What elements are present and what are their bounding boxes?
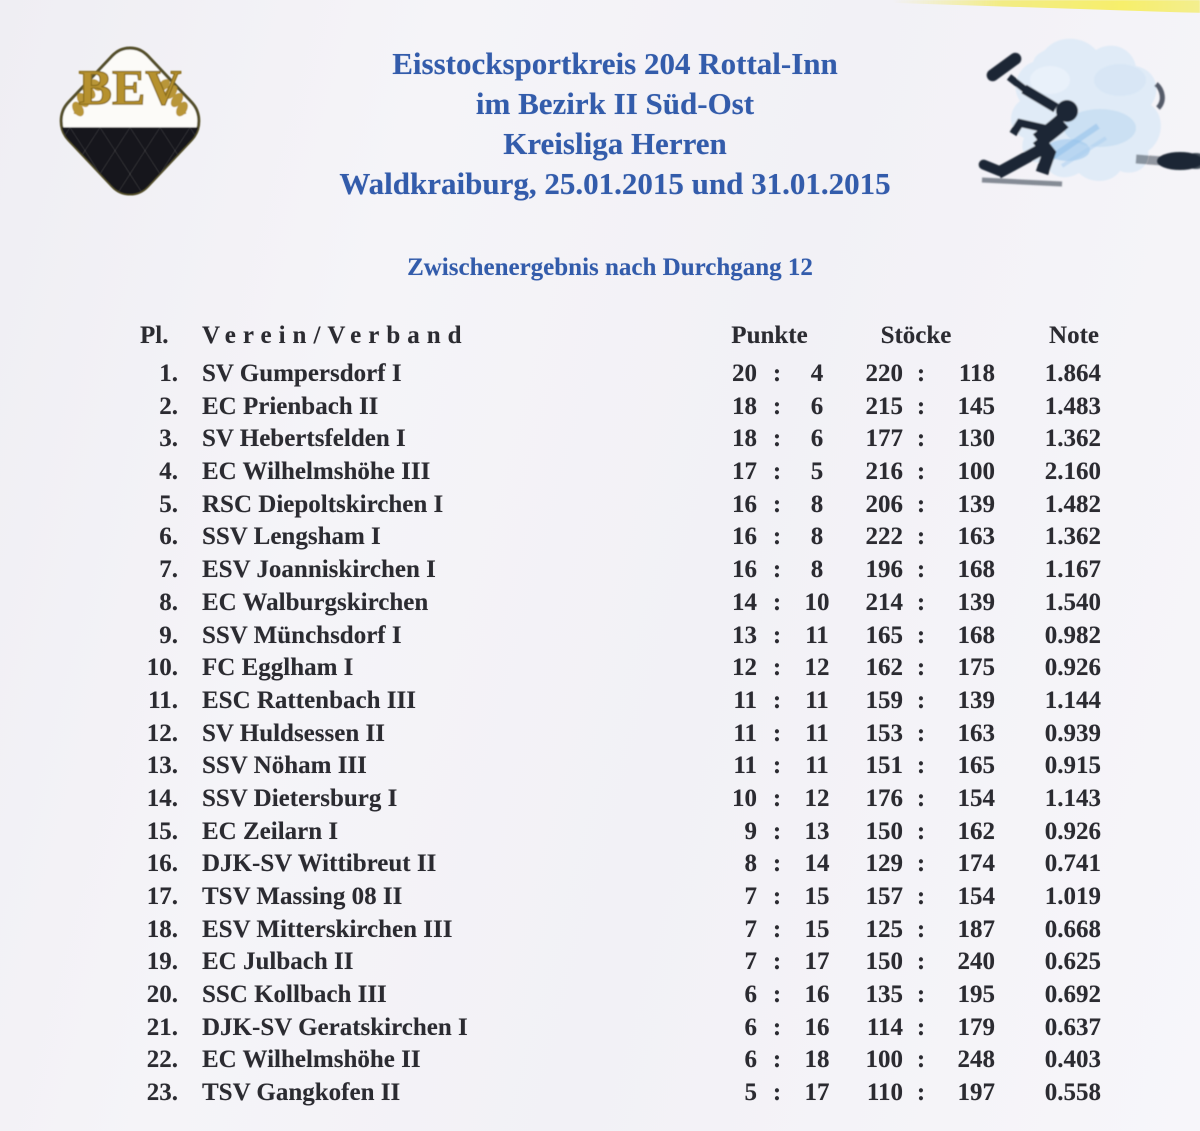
rank-cell: 9. [159, 621, 178, 649]
note-cell: 0.982 [1044, 621, 1101, 649]
colon-separator: : [772, 883, 782, 910]
title-line-2: im Bezirk II Süd-Ost [475, 86, 755, 121]
stoecke-minus-cell: 154 [957, 883, 995, 910]
colon-separator: : [772, 981, 782, 1009]
punkte-plus-cell: 7 [744, 915, 757, 943]
stoecke-plus-cell: 214 [865, 588, 903, 616]
rank-cell: 13. [146, 752, 178, 780]
rank-cell: 11. [148, 686, 178, 714]
team-cell: TSV Gangkofen II [202, 1079, 401, 1107]
stoecke-minus-cell: 168 [957, 556, 995, 584]
rank-cell: 8. [159, 588, 178, 616]
stoecke-minus-cell: 240 [957, 948, 995, 976]
colon-separator: : [772, 392, 782, 420]
rank-cell: 4. [159, 458, 178, 486]
punkte-plus-cell: 16 [732, 556, 757, 584]
note-cell: 0.926 [1044, 654, 1101, 682]
subtitle: Zwischenergebnis nach Durchgang 12 [407, 254, 813, 281]
team-cell: EC Wilhelmshöhe III [202, 458, 431, 486]
table-row [140, 620, 1105, 653]
colon-separator: : [916, 883, 926, 910]
team-cell: EC Walburgskirchen [202, 588, 429, 616]
colon-separator: : [772, 523, 782, 551]
stoecke-plus-cell: 162 [865, 654, 903, 682]
rank-cell: 16. [146, 850, 178, 878]
punkte-minus-cell: 12 [804, 654, 830, 682]
table-row [140, 946, 1105, 979]
note-cell: 0.915 [1044, 752, 1101, 780]
stoecke-plus-cell: 110 [866, 1079, 903, 1107]
stoecke-plus-cell: 222 [865, 523, 903, 551]
team-cell: SSV Nöham III [202, 752, 367, 780]
table-row [140, 1044, 1105, 1077]
table-row [140, 750, 1105, 783]
rank-cell: 6. [159, 523, 178, 551]
team-cell: EC Prienbach II [202, 392, 379, 420]
stoecke-plus-cell: 150 [865, 948, 903, 976]
punkte-plus-cell: 18 [732, 425, 757, 453]
punkte-plus-cell: 20 [732, 360, 757, 387]
table-row [140, 816, 1105, 849]
team-cell: DJK-SV Geratskirchen I [202, 1013, 468, 1041]
punkte-minus-cell: 17 [804, 948, 830, 976]
rank-cell: 22. [146, 1046, 178, 1074]
note-cell: 0.939 [1044, 719, 1101, 747]
note-cell: 0.926 [1044, 817, 1101, 845]
punkte-minus-cell: 4 [810, 360, 824, 387]
colon-separator: : [772, 850, 782, 878]
punkte-plus-cell: 7 [744, 948, 757, 976]
colon-separator: : [916, 490, 926, 518]
results-table-header [140, 316, 1105, 356]
bev-logo-text: BEV [78, 59, 182, 115]
punkte-plus-cell: 16 [732, 490, 757, 518]
colon-separator: : [772, 817, 782, 845]
header-rank: Pl. [140, 322, 169, 349]
rank-cell: 20. [146, 981, 178, 1009]
colon-separator: : [916, 523, 926, 551]
team-cell: TSV Massing 08 II [202, 883, 403, 910]
rank-cell: 12. [146, 719, 178, 747]
table-row [140, 914, 1105, 947]
team-cell: SV Gumpersdorf I [202, 360, 402, 387]
rank-cell: 5. [159, 490, 178, 518]
punkte-plus-cell: 17 [732, 458, 757, 486]
rank-cell: 1. [159, 360, 178, 387]
colon-separator: : [916, 784, 926, 812]
stoecke-plus-cell: 206 [865, 490, 903, 518]
stoecke-minus-cell: 168 [957, 621, 995, 649]
colon-separator: : [772, 1013, 782, 1041]
punkte-plus-cell: 11 [733, 686, 757, 714]
punkte-minus-cell: 11 [805, 621, 829, 649]
table-row [140, 1077, 1105, 1110]
team-cell: EC Wilhelmshöhe II [202, 1046, 421, 1074]
stoecke-minus-cell: 139 [957, 686, 995, 714]
colon-separator: : [772, 556, 782, 584]
stoecke-plus-cell: 135 [865, 981, 903, 1009]
punkte-minus-cell: 5 [810, 458, 824, 486]
header-stoecke: Stöcke [880, 322, 952, 349]
team-cell: SSV Dietersburg I [202, 784, 398, 812]
table-row [140, 456, 1105, 489]
colon-separator: : [916, 556, 926, 584]
stoecke-plus-cell: 150 [865, 817, 903, 845]
rank-cell: 17. [146, 883, 178, 910]
punkte-plus-cell: 9 [744, 817, 757, 845]
colon-separator: : [916, 850, 926, 878]
colon-separator: : [772, 752, 782, 780]
rank-cell: 2. [159, 392, 178, 420]
note-cell: 1.019 [1044, 883, 1101, 910]
punkte-minus-cell: 6 [810, 392, 824, 420]
team-cell: EC Zeilarn I [202, 817, 339, 845]
colon-separator: : [772, 1079, 782, 1107]
colon-separator: : [916, 686, 926, 714]
rank-cell: 3. [159, 425, 178, 453]
note-cell: 1.144 [1044, 686, 1101, 714]
title-line-4: Waldkraiburg, 25.01.2015 und 31.01.2015 [339, 166, 891, 201]
stoecke-minus-cell: 248 [957, 1046, 995, 1074]
stoecke-plus-cell: 100 [865, 1046, 903, 1074]
punkte-minus-cell: 16 [804, 981, 830, 1009]
table-row [140, 554, 1105, 587]
punkte-plus-cell: 7 [744, 883, 757, 910]
header-punkte: Punkte [731, 322, 808, 349]
table-row [140, 685, 1105, 718]
punkte-minus-cell: 13 [804, 817, 830, 845]
table-row [140, 1012, 1105, 1045]
stoecke-plus-cell: 125 [865, 915, 903, 943]
stoecke-plus-cell: 216 [865, 458, 903, 486]
colon-separator: : [916, 654, 926, 682]
colon-separator: : [772, 458, 782, 486]
rank-cell: 14. [146, 784, 178, 812]
stoecke-minus-cell: 174 [957, 850, 995, 878]
team-cell: RSC Diepoltskirchen I [202, 490, 444, 518]
note-cell: 0.668 [1044, 915, 1101, 943]
rank-cell: 7. [159, 556, 178, 584]
note-cell: 1.362 [1044, 523, 1101, 551]
colon-separator: : [772, 490, 782, 518]
stoecke-plus-cell: 177 [865, 425, 903, 453]
table-row [140, 587, 1105, 620]
colon-separator: : [772, 915, 782, 943]
colon-separator: : [772, 588, 782, 616]
note-cell: 0.558 [1044, 1079, 1101, 1107]
results-rows [140, 358, 1105, 1110]
stoecke-plus-cell: 215 [865, 392, 903, 420]
colon-separator: : [772, 621, 782, 649]
stoecke-plus-cell: 153 [865, 719, 903, 747]
punkte-minus-cell: 8 [810, 490, 824, 518]
team-cell: FC Egglham I [202, 654, 354, 682]
rank-cell: 19. [146, 948, 178, 976]
stoecke-minus-cell: 162 [957, 817, 995, 845]
punkte-minus-cell: 6 [810, 425, 824, 453]
punkte-plus-cell: 5 [744, 1079, 757, 1107]
stoecke-minus-cell: 195 [957, 981, 995, 1009]
stoecke-plus-cell: 157 [865, 883, 903, 910]
stoecke-minus-cell: 139 [957, 490, 995, 518]
table-row [140, 391, 1105, 424]
colon-separator: : [916, 948, 926, 976]
punkte-plus-cell: 6 [744, 981, 757, 1009]
header-verein: Verein/Verband [202, 322, 469, 349]
team-cell: DJK-SV Wittibreut II [202, 850, 437, 878]
table-row [140, 718, 1105, 751]
title-line-3: Kreisliga Herren [503, 126, 727, 161]
eisstock-player-logo [950, 10, 1200, 220]
rank-cell: 21. [146, 1013, 178, 1041]
note-cell: 1.483 [1044, 392, 1101, 420]
table-row [140, 358, 1105, 391]
stoecke-plus-cell: 114 [866, 1013, 903, 1041]
colon-separator: : [916, 458, 926, 486]
stoecke-minus-cell: 197 [957, 1079, 995, 1107]
note-cell: 2.160 [1044, 458, 1101, 486]
note-cell: 1.864 [1044, 360, 1101, 387]
colon-separator: : [772, 686, 782, 714]
team-cell: SV Huldsessen II [202, 719, 385, 747]
table-row [140, 652, 1105, 685]
team-cell: EC Julbach II [202, 948, 354, 976]
note-cell: 1.540 [1044, 588, 1101, 616]
punkte-minus-cell: 11 [805, 719, 829, 747]
rank-cell: 10. [146, 654, 178, 682]
stoecke-minus-cell: 130 [957, 425, 995, 453]
stoecke-plus-cell: 159 [865, 686, 903, 714]
punkte-minus-cell: 17 [804, 1079, 830, 1107]
stoecke-plus-cell: 151 [865, 752, 903, 780]
punkte-minus-cell: 18 [804, 1046, 830, 1074]
punkte-plus-cell: 10 [732, 784, 757, 812]
punkte-minus-cell: 16 [804, 1013, 830, 1041]
colon-separator: : [772, 784, 782, 812]
colon-separator: : [916, 1013, 926, 1041]
punkte-plus-cell: 12 [732, 654, 757, 682]
colon-separator: : [772, 425, 782, 453]
punkte-plus-cell: 13 [732, 621, 757, 649]
punkte-plus-cell: 8 [744, 850, 757, 878]
stoecke-minus-cell: 118 [958, 360, 995, 387]
team-cell: SV Hebertsfelden I [202, 425, 406, 453]
colon-separator: : [772, 948, 782, 976]
title-line-1: Eisstocksportkreis 204 Rottal-Inn [392, 46, 838, 81]
colon-separator: : [916, 981, 926, 1009]
punkte-minus-cell: 12 [804, 784, 830, 812]
punkte-minus-cell: 15 [804, 883, 830, 910]
colon-separator: : [772, 360, 782, 387]
colon-separator: : [772, 719, 782, 747]
colon-separator: : [916, 1046, 926, 1074]
stoecke-minus-cell: 145 [957, 392, 995, 420]
stoecke-minus-cell: 139 [957, 588, 995, 616]
punkte-plus-cell: 6 [744, 1046, 757, 1074]
colon-separator: : [916, 915, 926, 943]
stoecke-minus-cell: 187 [957, 915, 995, 943]
colon-separator: : [916, 1079, 926, 1107]
team-cell: ESV Mitterskirchen III [202, 915, 453, 943]
punkte-plus-cell: 16 [732, 523, 757, 551]
colon-separator: : [772, 1046, 782, 1074]
eisstock-player-icon [950, 10, 1200, 220]
stoecke-minus-cell: 100 [957, 458, 995, 486]
rank-cell: 18. [146, 915, 178, 943]
table-row [140, 423, 1105, 456]
results-table [140, 316, 1105, 1110]
colon-separator: : [916, 719, 926, 747]
colon-separator: : [916, 588, 926, 616]
punkte-plus-cell: 14 [732, 588, 757, 616]
table-row [140, 489, 1105, 522]
team-cell: ESV Joanniskirchen I [202, 556, 436, 584]
note-cell: 1.143 [1044, 784, 1101, 812]
punkte-minus-cell: 8 [810, 523, 824, 551]
rank-cell: 15. [146, 817, 178, 845]
note-cell: 0.741 [1044, 850, 1101, 878]
note-cell: 0.403 [1044, 1046, 1101, 1074]
stoecke-plus-cell: 196 [865, 556, 903, 584]
note-cell: 0.625 [1044, 948, 1101, 976]
stoecke-plus-cell: 176 [865, 784, 903, 812]
colon-separator: : [772, 654, 782, 682]
table-row [140, 783, 1105, 816]
colon-separator: : [916, 752, 926, 780]
note-cell: 0.637 [1044, 1013, 1101, 1041]
punkte-minus-cell: 15 [804, 915, 830, 943]
header-note: Note [1049, 322, 1099, 349]
stoecke-minus-cell: 163 [957, 523, 995, 551]
punkte-minus-cell: 8 [810, 556, 824, 584]
colon-separator: : [916, 621, 926, 649]
punkte-plus-cell: 6 [744, 1013, 757, 1041]
stoecke-minus-cell: 165 [957, 752, 995, 780]
stoecke-minus-cell: 179 [957, 1013, 995, 1041]
punkte-plus-cell: 18 [732, 392, 757, 420]
punkte-minus-cell: 14 [804, 850, 830, 878]
table-row [140, 848, 1105, 881]
stoecke-plus-cell: 129 [865, 850, 903, 878]
team-cell: ESC Rattenbach III [202, 686, 416, 714]
team-cell: SSV Lengsham I [202, 523, 381, 551]
punkte-minus-cell: 11 [805, 752, 829, 780]
table-row [140, 521, 1105, 554]
table-row [140, 979, 1105, 1012]
punkte-minus-cell: 11 [805, 686, 829, 714]
colon-separator: : [916, 425, 926, 453]
punkte-plus-cell: 11 [733, 719, 757, 747]
rank-cell: 23. [146, 1079, 178, 1107]
stoecke-minus-cell: 163 [957, 719, 995, 747]
note-cell: 1.482 [1044, 490, 1101, 518]
colon-separator: : [916, 392, 926, 420]
punkte-plus-cell: 11 [733, 752, 757, 780]
stoecke-plus-cell: 165 [865, 621, 903, 649]
team-cell: SSV Münchsdorf I [202, 621, 402, 649]
stoecke-minus-cell: 175 [957, 654, 995, 682]
note-cell: 1.362 [1044, 425, 1101, 453]
punkte-minus-cell: 10 [804, 588, 830, 616]
stoecke-plus-cell: 220 [865, 360, 903, 387]
stoecke-minus-cell: 154 [957, 784, 995, 812]
colon-separator: : [916, 817, 926, 845]
note-cell: 0.692 [1044, 981, 1101, 1009]
note-cell: 1.167 [1044, 556, 1101, 584]
table-row [140, 881, 1105, 914]
colon-separator: : [916, 360, 926, 387]
team-cell: SSC Kollbach III [202, 981, 387, 1009]
